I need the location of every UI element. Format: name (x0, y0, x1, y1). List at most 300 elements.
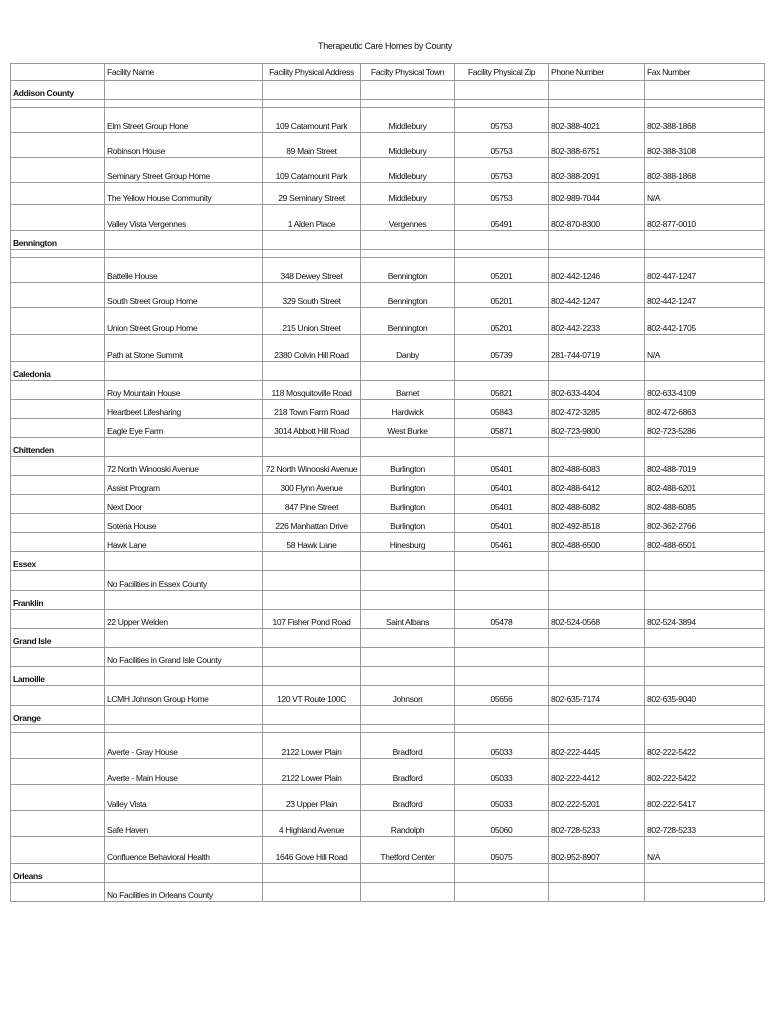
address-cell: 72 North Winooski Avenue (263, 457, 361, 476)
phone-cell: 802-952-8907 (549, 837, 645, 864)
phone-cell: 802-222-4445 (549, 733, 645, 759)
table-row (11, 648, 765, 667)
address-cell: 109 Catamount Park (263, 108, 361, 133)
header-row (11, 64, 765, 81)
facility-name-cell: 22 Upper Welden (105, 610, 263, 629)
county-row (11, 552, 765, 571)
table-row (11, 205, 765, 231)
empty-cell (11, 158, 105, 183)
fax-cell: 802-488-6201 (645, 476, 765, 495)
fax-cell (645, 250, 765, 258)
address-cell (263, 100, 361, 108)
zip-cell: 05060 (455, 811, 549, 837)
fax-cell: 802-723-5286 (645, 419, 765, 438)
empty-cell (11, 725, 105, 733)
empty-cell (11, 514, 105, 533)
empty-cell (11, 133, 105, 158)
zip-cell: 05075 (455, 837, 549, 864)
county-name: Grand Isle (11, 629, 105, 648)
empty-cell (105, 552, 263, 571)
empty-cell (361, 706, 455, 725)
empty-cell (105, 629, 263, 648)
empty-cell (263, 706, 361, 725)
county-row (11, 591, 765, 610)
header-address: Facility Physical Address (263, 64, 361, 81)
address-cell: 1 Alden Place (263, 205, 361, 231)
address-cell (263, 571, 361, 591)
town-cell: Vergennes (361, 205, 455, 231)
county-name: Lamoille (11, 667, 105, 686)
empty-cell (455, 629, 549, 648)
county-row (11, 629, 765, 648)
empty-cell (645, 231, 765, 250)
table-row (11, 250, 765, 258)
town-cell: Saint Albans (361, 610, 455, 629)
county-row (11, 81, 765, 100)
county-row (11, 231, 765, 250)
county-name: Essex (11, 552, 105, 571)
fax-cell: 802-388-1868 (645, 158, 765, 183)
phone-cell (549, 725, 645, 733)
facility-name-cell: Confluence Behavioral Health (105, 837, 263, 864)
empty-cell (263, 864, 361, 883)
empty-cell (11, 335, 105, 362)
table-body (11, 81, 765, 902)
phone-cell: 802-728-5233 (549, 811, 645, 837)
fax-cell: 802-222-5422 (645, 759, 765, 785)
empty-cell (549, 667, 645, 686)
address-cell: 109 Catamount Park (263, 158, 361, 183)
table-row (11, 308, 765, 335)
phone-cell: 802-989-7044 (549, 183, 645, 205)
zip-cell: 05739 (455, 335, 549, 362)
fax-cell: 802-488-6085 (645, 495, 765, 514)
phone-cell: 802-388-6751 (549, 133, 645, 158)
phone-cell: 802-222-4412 (549, 759, 645, 785)
address-cell: 2122 Lower Plain (263, 733, 361, 759)
fax-cell: 802-488-6501 (645, 533, 765, 552)
table-row (11, 400, 765, 419)
empty-cell (645, 591, 765, 610)
empty-cell (11, 258, 105, 283)
county-row (11, 362, 765, 381)
address-cell (263, 883, 361, 902)
empty-cell (455, 591, 549, 610)
county-name: Chittenden (11, 438, 105, 457)
header-facility-name: Facility Name (105, 64, 263, 81)
zip-cell: 05491 (455, 205, 549, 231)
table-row (11, 725, 765, 733)
facility-name-cell: No Facilities in Grand Isle County (105, 648, 263, 667)
empty-cell (549, 629, 645, 648)
empty-cell (105, 438, 263, 457)
fax-cell: 802-442-1247 (645, 283, 765, 308)
empty-cell (361, 231, 455, 250)
facility-name-cell: 72 North Winooski Avenue (105, 457, 263, 476)
empty-cell (549, 706, 645, 725)
phone-cell (549, 648, 645, 667)
empty-cell (11, 183, 105, 205)
empty-cell (645, 629, 765, 648)
empty-cell (11, 100, 105, 108)
fax-cell: 802-472-6863 (645, 400, 765, 419)
facility-name-cell: Assist Program (105, 476, 263, 495)
empty-cell (105, 706, 263, 725)
empty-cell (645, 438, 765, 457)
fax-cell: 802-488-7019 (645, 457, 765, 476)
zip-cell (455, 648, 549, 667)
facility-name-cell: The Yellow House Community (105, 183, 263, 205)
fax-cell: 802-388-3108 (645, 133, 765, 158)
empty-cell (11, 495, 105, 514)
address-cell: 118 Mosquitoville Road (263, 381, 361, 400)
address-cell: 329 South Street (263, 283, 361, 308)
page-title: Therapeutic Care Homes by County (318, 41, 452, 51)
empty-cell (11, 571, 105, 591)
empty-cell (361, 591, 455, 610)
phone-cell: 802-222-5201 (549, 785, 645, 811)
zip-cell: 05201 (455, 258, 549, 283)
address-cell: 300 Flynn Avenue (263, 476, 361, 495)
table-row (11, 686, 765, 706)
zip-cell: 05201 (455, 283, 549, 308)
phone-cell: 802-524-0568 (549, 610, 645, 629)
phone-cell: 802-442-1246 (549, 258, 645, 283)
fax-cell: N/A (645, 183, 765, 205)
address-cell: 120 VT Route 100C (263, 686, 361, 706)
zip-cell (455, 571, 549, 591)
empty-cell (11, 457, 105, 476)
phone-cell (549, 571, 645, 591)
empty-cell (361, 552, 455, 571)
town-cell: Hardwick (361, 400, 455, 419)
address-cell: 89 Main Street (263, 133, 361, 158)
county-row (11, 438, 765, 457)
zip-cell: 05753 (455, 183, 549, 205)
address-cell: 1646 Gove Hill Road (263, 837, 361, 864)
empty-cell (361, 629, 455, 648)
empty-cell (549, 231, 645, 250)
empty-cell (11, 785, 105, 811)
empty-cell (455, 552, 549, 571)
zip-cell: 05843 (455, 400, 549, 419)
table-row (11, 419, 765, 438)
zip-cell: 05478 (455, 610, 549, 629)
town-cell: Bennington (361, 308, 455, 335)
facility-name-cell (105, 100, 263, 108)
table-row (11, 133, 765, 158)
county-name: Franklin (11, 591, 105, 610)
empty-cell (361, 864, 455, 883)
address-cell: 107 Fisher Pond Road (263, 610, 361, 629)
empty-cell (549, 591, 645, 610)
facility-name-cell: Safe Haven (105, 811, 263, 837)
empty-cell (11, 811, 105, 837)
fax-cell: 802-442-1705 (645, 308, 765, 335)
facility-name-cell: Next Door (105, 495, 263, 514)
table-row (11, 335, 765, 362)
table-row (11, 759, 765, 785)
town-cell: West Burke (361, 419, 455, 438)
fax-cell: 802-728-5233 (645, 811, 765, 837)
fax-cell (645, 571, 765, 591)
header-town: Facilty Physical Town (361, 64, 455, 81)
phone-cell: 802-492-8518 (549, 514, 645, 533)
empty-cell (11, 381, 105, 400)
phone-cell: 802-442-1247 (549, 283, 645, 308)
phone-cell (549, 100, 645, 108)
empty-cell (549, 438, 645, 457)
town-cell: Middlebury (361, 183, 455, 205)
phone-cell (549, 883, 645, 902)
address-cell: 226 Manhattan Drive (263, 514, 361, 533)
empty-cell (645, 864, 765, 883)
header-fax: Fax Number (645, 64, 765, 81)
town-cell (361, 100, 455, 108)
town-cell (361, 250, 455, 258)
facility-name-cell: Path at Stone Summit (105, 335, 263, 362)
empty-cell (549, 864, 645, 883)
empty-cell (11, 419, 105, 438)
table-row (11, 811, 765, 837)
phone-cell: 802-388-4021 (549, 108, 645, 133)
table-row (11, 476, 765, 495)
county-name: Caledonia (11, 362, 105, 381)
address-cell (263, 725, 361, 733)
fax-cell: 802-222-5417 (645, 785, 765, 811)
town-cell: Thetford Center (361, 837, 455, 864)
empty-cell (105, 81, 263, 100)
town-cell: Bradford (361, 733, 455, 759)
empty-cell (645, 552, 765, 571)
fax-cell: 802-877-0010 (645, 205, 765, 231)
address-cell: 847 Pine Street (263, 495, 361, 514)
empty-cell (455, 438, 549, 457)
town-cell: Bradford (361, 759, 455, 785)
zip-cell: 05033 (455, 733, 549, 759)
table-row (11, 457, 765, 476)
town-cell: Randolph (361, 811, 455, 837)
county-name: Bennington (11, 231, 105, 250)
table-row (11, 571, 765, 591)
table-row (11, 837, 765, 864)
zip-cell: 05401 (455, 495, 549, 514)
town-cell: Bennington (361, 283, 455, 308)
address-cell: 2380 Colvin Hill Road (263, 335, 361, 362)
town-cell: Hinesburg (361, 533, 455, 552)
empty-cell (11, 648, 105, 667)
facility-name-cell: Robinson House (105, 133, 263, 158)
table-row (11, 883, 765, 902)
fax-cell: 802-362-2766 (645, 514, 765, 533)
facility-name-cell: Roy Mountain House (105, 381, 263, 400)
county-row (11, 667, 765, 686)
facility-name-cell: Valley Vista Vergennes (105, 205, 263, 231)
county-row (11, 706, 765, 725)
empty-cell (455, 864, 549, 883)
table-row (11, 100, 765, 108)
town-cell: Burlington (361, 514, 455, 533)
empty-cell (361, 81, 455, 100)
empty-cell (455, 81, 549, 100)
empty-cell (11, 308, 105, 335)
table-row (11, 533, 765, 552)
zip-cell (455, 883, 549, 902)
phone-cell: 802-488-6500 (549, 533, 645, 552)
town-cell: Middlebury (361, 158, 455, 183)
empty-cell (11, 205, 105, 231)
facility-name-cell (105, 725, 263, 733)
empty-cell (105, 591, 263, 610)
facilities-table (10, 63, 765, 902)
zip-cell: 05656 (455, 686, 549, 706)
empty-cell (455, 706, 549, 725)
table-row (11, 183, 765, 205)
empty-cell (11, 108, 105, 133)
empty-cell (263, 667, 361, 686)
facility-name-cell: Elm Street Group Hone (105, 108, 263, 133)
facility-name-cell: No Facilities in Orleans County (105, 883, 263, 902)
phone-cell: 802-472-3285 (549, 400, 645, 419)
empty-cell (11, 686, 105, 706)
table-row (11, 381, 765, 400)
phone-cell: 802-488-6083 (549, 457, 645, 476)
table-row (11, 514, 765, 533)
county-row (11, 864, 765, 883)
town-cell: Burlington (361, 457, 455, 476)
phone-cell: 802-723-9800 (549, 419, 645, 438)
town-cell (361, 571, 455, 591)
empty-cell (361, 667, 455, 686)
address-cell: 4 Highland Avenue (263, 811, 361, 837)
table-row (11, 495, 765, 514)
zip-cell: 05401 (455, 514, 549, 533)
zip-cell (455, 250, 549, 258)
empty-cell (11, 610, 105, 629)
phone-cell: 802-442-2233 (549, 308, 645, 335)
town-cell: Johnson (361, 686, 455, 706)
zip-cell: 05461 (455, 533, 549, 552)
phone-cell (549, 250, 645, 258)
empty-cell (263, 81, 361, 100)
address-cell: 29 Seminary Street (263, 183, 361, 205)
table-row (11, 785, 765, 811)
town-cell: Burlington (361, 476, 455, 495)
empty-cell (645, 706, 765, 725)
phone-cell: 802-488-6082 (549, 495, 645, 514)
empty-cell (11, 283, 105, 308)
zip-cell (455, 725, 549, 733)
address-cell: 218 Town Farm Road (263, 400, 361, 419)
fax-cell: 802-524-3894 (645, 610, 765, 629)
table-row (11, 258, 765, 283)
phone-cell: 802-635-7174 (549, 686, 645, 706)
town-cell: Bradford (361, 785, 455, 811)
phone-cell: 802-388-2091 (549, 158, 645, 183)
empty-cell (361, 438, 455, 457)
fax-cell (645, 100, 765, 108)
fax-cell (645, 883, 765, 902)
empty-cell (549, 552, 645, 571)
empty-cell (105, 667, 263, 686)
county-name: Addison County (11, 81, 105, 100)
empty-cell (455, 362, 549, 381)
empty-cell (263, 552, 361, 571)
zip-cell: 05821 (455, 381, 549, 400)
facility-name-cell: Eagle Eye Farm (105, 419, 263, 438)
town-cell: Middlebury (361, 133, 455, 158)
empty-cell (645, 81, 765, 100)
header-zip: Facility Physical Zip (455, 64, 549, 81)
table-row (11, 108, 765, 133)
facility-name-cell: Hawk Lane (105, 533, 263, 552)
empty-cell (105, 864, 263, 883)
town-cell: Middlebury (361, 108, 455, 133)
empty-cell (263, 438, 361, 457)
empty-cell (263, 591, 361, 610)
zip-cell: 05201 (455, 308, 549, 335)
empty-cell (105, 362, 263, 381)
town-cell (361, 648, 455, 667)
facility-name-cell: LCMH Johnson Group Home (105, 686, 263, 706)
zip-cell: 05401 (455, 457, 549, 476)
address-cell: 58 Hawk Lane (263, 533, 361, 552)
empty-cell (263, 231, 361, 250)
facility-name-cell: Heartbeet Lifesharing (105, 400, 263, 419)
town-cell: Bennington (361, 258, 455, 283)
zip-cell: 05871 (455, 419, 549, 438)
empty-cell (263, 629, 361, 648)
facility-name-cell: Averte - Main House (105, 759, 263, 785)
empty-cell (455, 231, 549, 250)
fax-cell: N/A (645, 335, 765, 362)
facility-name-cell: South Street Group Home (105, 283, 263, 308)
empty-cell (11, 476, 105, 495)
empty-cell (549, 81, 645, 100)
empty-cell (11, 250, 105, 258)
zip-cell: 05753 (455, 108, 549, 133)
empty-cell (455, 667, 549, 686)
town-cell: Danby (361, 335, 455, 362)
zip-cell: 05753 (455, 158, 549, 183)
county-name: Orange (11, 706, 105, 725)
town-cell: Barnet (361, 381, 455, 400)
phone-cell: 802-633-4404 (549, 381, 645, 400)
facility-name-cell: Seminary Street Group Home (105, 158, 263, 183)
facility-name-cell: Valley Vista (105, 785, 263, 811)
header-county (11, 64, 105, 81)
zip-cell: 05033 (455, 759, 549, 785)
zip-cell: 05401 (455, 476, 549, 495)
county-name: Orleans (11, 864, 105, 883)
empty-cell (11, 759, 105, 785)
fax-cell: N/A (645, 837, 765, 864)
empty-cell (105, 231, 263, 250)
table-row (11, 283, 765, 308)
facility-name-cell: No Facilities in Essex County (105, 571, 263, 591)
facility-name-cell: Union Street Group Home (105, 308, 263, 335)
address-cell: 348 Dewey Street (263, 258, 361, 283)
fax-cell: 802-447-1247 (645, 258, 765, 283)
address-cell: 2122 Lower Plain (263, 759, 361, 785)
empty-cell (263, 362, 361, 381)
table-row (11, 610, 765, 629)
empty-cell (11, 837, 105, 864)
fax-cell: 802-222-5422 (645, 733, 765, 759)
town-cell (361, 883, 455, 902)
empty-cell (361, 362, 455, 381)
address-cell: 215 Union Street (263, 308, 361, 335)
